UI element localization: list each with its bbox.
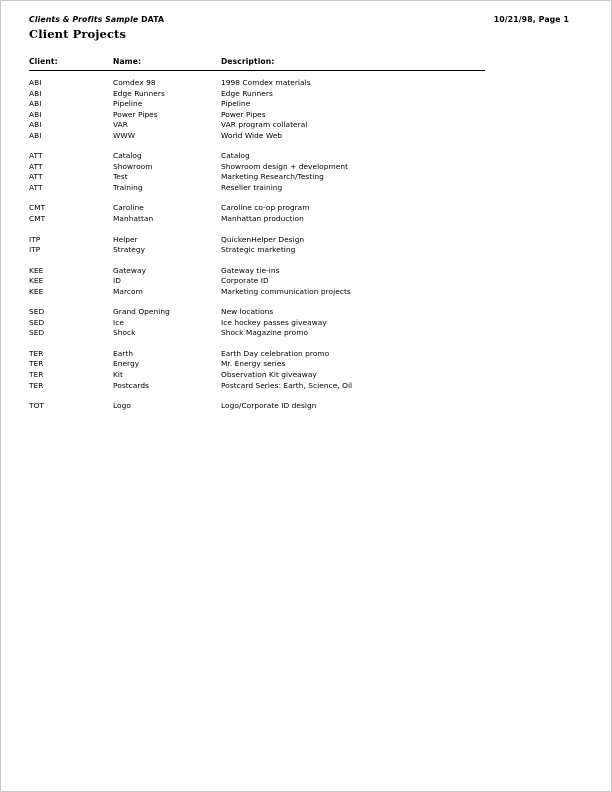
group-separator — [29, 297, 485, 307]
table-row[interactable] — [29, 120, 485, 131]
cell-client: KEE — [29, 276, 44, 286]
table-row[interactable] — [29, 214, 485, 225]
cell-description: Showroom design + development — [221, 161, 349, 171]
cell-client: ABI — [29, 99, 42, 109]
cell-description: New locations — [221, 307, 274, 317]
cell-client: TER — [29, 348, 44, 358]
group-separator-cell — [113, 256, 221, 266]
group-separator — [29, 339, 485, 349]
cell-name: Earth — [113, 348, 134, 358]
table-row[interactable] — [29, 203, 485, 214]
group-separator — [29, 193, 485, 203]
header-spacer — [29, 71, 485, 79]
cell-client: ABI — [29, 78, 42, 87]
cell-description: Gateway tie-ins — [221, 265, 280, 275]
group-separator-cell — [221, 193, 485, 203]
cell-client: ATT — [29, 161, 43, 171]
column-header-client: Client: — [29, 57, 58, 66]
group-separator-cell — [113, 141, 221, 151]
group-separator-cell — [29, 256, 113, 266]
cell-description: Catalog — [221, 151, 250, 161]
table-row[interactable] — [29, 328, 485, 339]
table-row[interactable] — [29, 349, 485, 360]
cell-name: Power Pipes — [113, 109, 158, 119]
cell-description: Caroline co-op program — [221, 203, 310, 213]
cell-client: SED — [29, 307, 45, 317]
group-separator-cell — [221, 297, 485, 307]
table-row[interactable] — [29, 359, 485, 370]
cell-name: Catalog — [113, 151, 142, 161]
cell-client: ABI — [29, 88, 42, 98]
table-row[interactable] — [29, 245, 485, 256]
group-separator-cell — [221, 225, 485, 235]
group-separator-cell — [221, 339, 485, 349]
cell-name: Ice — [113, 317, 124, 327]
group-separator-cell — [29, 193, 113, 203]
header-source-italic: Clients & Profits Sample — [29, 15, 139, 24]
table-row[interactable] — [29, 183, 485, 194]
cell-client: ABI — [29, 130, 42, 140]
cell-name: Manhattan — [113, 214, 154, 224]
cell-description: Corporate ID — [221, 276, 269, 286]
cell-name: Strategy — [113, 245, 146, 255]
client-projects-table — [29, 57, 485, 412]
cell-name: Showroom — [113, 161, 153, 171]
header-spacer-cell — [221, 71, 485, 79]
cell-description: Manhattan production — [221, 214, 304, 224]
cell-description: Earth Day celebration promo — [221, 348, 330, 358]
cell-name: Gateway — [113, 265, 146, 275]
table-row[interactable] — [29, 401, 485, 412]
cell-name: Caroline — [113, 203, 144, 213]
cell-description: Ice hockey passes giveaway — [221, 317, 327, 327]
cell-description: Edge Runners — [221, 88, 273, 98]
cell-name: ID — [113, 276, 121, 286]
header-spacer-cell — [29, 71, 113, 79]
cell-name: Grand Opening — [113, 307, 170, 317]
table-header-row — [29, 57, 485, 69]
table-row[interactable] — [29, 89, 485, 100]
cell-name: Energy — [113, 359, 140, 369]
group-separator-cell — [221, 391, 485, 401]
cell-description: Power Pipes — [221, 109, 266, 119]
group-separator — [29, 141, 485, 151]
cell-description: Observation Kit giveaway — [221, 370, 317, 380]
cell-client: KEE — [29, 265, 44, 275]
table-row[interactable] — [29, 287, 485, 298]
cell-name: Test — [113, 172, 128, 182]
cell-description: 1998 Comdex materials — [221, 78, 311, 87]
cell-name: Edge Runners — [113, 88, 165, 98]
table-row[interactable] — [29, 110, 485, 121]
cell-client: ABI — [29, 109, 42, 119]
cell-client: ABI — [29, 120, 42, 130]
cell-description: Shock Magazine promo — [221, 328, 309, 338]
cell-client: KEE — [29, 286, 44, 296]
cell-description: Marketing communication projects — [221, 286, 351, 296]
table-row[interactable] — [29, 370, 485, 381]
cell-description: VAR program collateral — [221, 120, 308, 130]
page-title: Client Projects — [29, 27, 127, 41]
table-row[interactable] — [29, 172, 485, 183]
group-separator-cell — [29, 141, 113, 151]
group-separator-cell — [113, 391, 221, 401]
group-separator-cell — [221, 256, 485, 266]
cell-description: Strategic marketing — [221, 245, 296, 255]
cell-description: Reseller training — [221, 182, 283, 192]
cell-client: CMT — [29, 214, 46, 224]
cell-name: Logo — [113, 401, 131, 411]
table-body — [29, 78, 485, 412]
cell-name: Pipeline — [113, 99, 143, 109]
group-separator-cell — [29, 225, 113, 235]
table-row[interactable] — [29, 162, 485, 173]
header-spacer-cell — [113, 71, 221, 79]
cell-client: CMT — [29, 203, 46, 213]
column-header-description: Description: — [221, 57, 275, 66]
cell-client: ITP — [29, 234, 41, 244]
cell-name: WWW — [113, 130, 136, 140]
cell-description: World Wide Web — [221, 130, 283, 140]
cell-description: Logo/Corporate ID design — [221, 401, 317, 411]
cell-client: ATT — [29, 182, 43, 192]
table-row[interactable] — [29, 235, 485, 246]
cell-client: ATT — [29, 151, 43, 161]
cell-client: TOT — [29, 401, 44, 411]
group-separator — [29, 256, 485, 266]
cell-name: VAR — [113, 120, 128, 130]
group-separator-cell — [29, 391, 113, 401]
cell-client: SED — [29, 317, 45, 327]
report-content — [29, 15, 585, 412]
cell-client: ATT — [29, 172, 43, 182]
table-row[interactable] — [29, 307, 485, 318]
table-row[interactable] — [29, 131, 485, 142]
group-separator-cell — [113, 225, 221, 235]
cell-name: Training — [113, 182, 143, 192]
cell-name: Marcom — [113, 286, 143, 296]
table-row[interactable] — [29, 99, 485, 110]
cell-client: SED — [29, 328, 45, 338]
cell-description: Pipeline — [221, 99, 251, 109]
table-row[interactable] — [29, 151, 485, 162]
group-separator-cell — [29, 339, 113, 349]
table-row[interactable] — [29, 276, 485, 287]
table-row[interactable] — [29, 78, 485, 89]
cell-name: Postcards — [113, 380, 149, 390]
cell-description: Marketing Research/Testing — [221, 172, 324, 182]
table-row[interactable] — [29, 318, 485, 329]
group-separator-cell — [113, 193, 221, 203]
header-date-page: 10/21/98, Page 1 — [493, 15, 569, 24]
group-separator — [29, 391, 485, 401]
cell-name: Shock — [113, 328, 136, 338]
group-separator-cell — [29, 297, 113, 307]
cell-client: ITP — [29, 245, 41, 255]
column-header-name: Name: — [113, 57, 142, 66]
cell-name: Comdex 98 — [113, 78, 156, 87]
group-separator-cell — [113, 297, 221, 307]
cell-client: TER — [29, 380, 44, 390]
table-row[interactable] — [29, 381, 485, 392]
table-row[interactable] — [29, 266, 485, 277]
table-header — [29, 57, 485, 78]
group-separator-cell — [113, 339, 221, 349]
page-header — [29, 15, 585, 24]
cell-name: Helper — [113, 234, 138, 244]
cell-client: TER — [29, 370, 44, 380]
cell-description: Postcard Series: Earth, Science, Oil — [221, 380, 353, 390]
cell-description: Mr. Energy series — [221, 359, 286, 369]
cell-name: Kit — [113, 370, 123, 380]
group-separator-cell — [221, 141, 485, 151]
cell-description: QuickenHelper Design — [221, 234, 305, 244]
header-source-plain: DATA — [138, 15, 165, 24]
group-separator — [29, 225, 485, 235]
cell-client: TER — [29, 359, 44, 369]
header-source-label — [29, 15, 164, 24]
